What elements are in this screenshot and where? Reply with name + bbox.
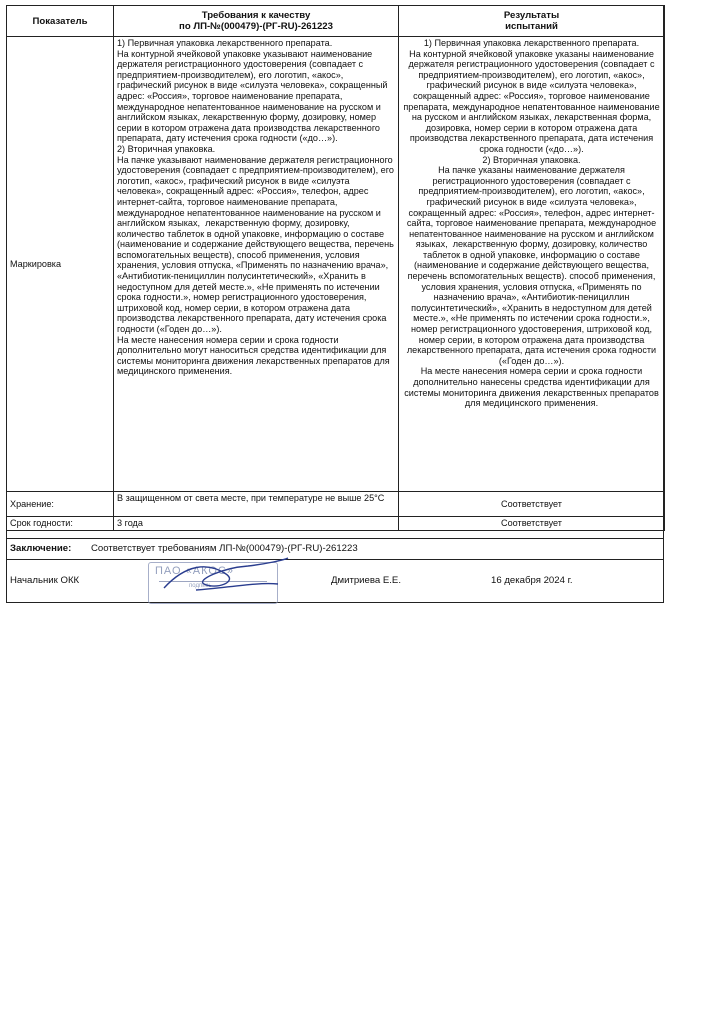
signature-date: 16 декабря 2024 г. <box>491 575 573 586</box>
conclusion-label: Заключение: <box>10 543 72 554</box>
header-requirements: Требования к качеству по ЛП-№(000479)-(РГ-RU)-261223 <box>114 6 399 37</box>
table-row-storage <box>7 492 665 517</box>
signatory-position: Начальник ОКК <box>10 575 80 586</box>
header-results: Результаты испытаний <box>399 6 665 37</box>
quality-table <box>6 5 665 531</box>
marking-label: Маркировка <box>7 37 114 492</box>
conclusion-row <box>6 538 664 560</box>
table-row-marking <box>7 37 665 492</box>
shelf-life-label: Срок годности: <box>7 517 114 531</box>
storage-results: Соответствует <box>399 492 665 517</box>
marking-requirements: 1) Первичная упаковка лекарственного препарата. На контурной ячейковой упаковке указывают наименование держателя регистрационного удостоверения (совпадает с предприятием-производителем), его логотип, «акос», графический рисунок в виде «силуэта человека», сокращенный адрес: «Россия», торговое наименование препарата, международное непатентованное наименование на русском и английском языках, лекарственную форму, дозировку, номер серии в котором отражена дата производства лекарственного препарата, дату истечения срока годности («до…»). 2) Вторичная упаковка. На пачке указывают наименование держателя регистрационного удостоверения (совпадает с предприятием-производителем), его логотип, «акос», графический рисунок в виде «силуэта человека», сокращенный адрес: «Россия», телефон, адрес интернет-сайта, торговое наименование препарата, международное непатентованное наименование на русском и английском языках, лекарственную форму, дозировку, количество таблеток в одной упаковке, информацию о составе (наименование и содержание действующего вещества, перечень вспомогательных веществ), способ применения, условия хранения, условия отпуска, «Применять по назначению врача», «Антибиотик-пенициллин полусинтетический», «Хранить в недоступном для детей месте.», «Не применять по истечении срока годности.», номер регистрационного удостоверения, штриховой код, номер серии, в котором отражена дата производства лекарственного препарата, дату истечения срока годности («Годен до…»). На месте нанесения номера серии и срока годности дополнительно могут наноситься средства идентификации для системы мониторинга движения лекарственных препаратов для медицинского применения. <box>114 37 399 492</box>
shelf-life-requirements: 3 года <box>114 517 399 531</box>
stamp-title: ПАО «АКОС» <box>155 565 234 577</box>
storage-label: Хранение: <box>7 492 114 517</box>
shelf-life-results: Соответствует <box>399 517 665 531</box>
storage-requirements: В защищенном от света месте, при температуре не выше 25°C <box>114 492 399 517</box>
table-row-shelf-life <box>7 517 665 531</box>
signature-row <box>6 565 664 600</box>
signatory-name: Дмитриева Е.Е. <box>331 575 401 586</box>
header-indicator: Показатель <box>7 6 114 37</box>
marking-results: 1) Первичная упаковка лекарственного препарата. На контурной ячейковой упаковке указаны наименование держателя регистрационного удостоверения (совпадает с предприятием-производителем), его логотип, «акос», графический рисунок в виде «силуэта человека», сокращенный адрес: «Россия», торговое наименование препарата, международное непатентованное наименование на русском и английском языках, лекарственная форма, дозировка, номер серии в котором отражена дата производства лекарственного препарата, дата истечения срока годности («до…»). 2) Вторичная упаковка. На пачке указаны наименование держателя регистрационного удостоверения (совпадает с предприятием-производителем), его логотип, «акос», графический рисунок в виде «силуэта человека», сокращенный адрес: «Россия», телефон, адрес интернет-сайта, торговое наименование препарата, международное непатентованное наименование на русском и английском языках, лекарственную форму, дозировку, количество таблеток в одной упаковке, информацию о составе (наименование и содержание действующего вещества, перечень вспомогательных веществ). способ применения, условия хранения, условия отпуска, «Применять по назначению врача», «Антибиотик-пенициллин полусинтетический», «Хранить в недоступном для детей месте.», «Не применять по истечении срока годности.», номер регистрационного удостоверения, штриховой код, номер серии, в котором отражена дата производства лекарственного препарата, дата истечения срока годности («Годен до…»). На месте нанесения номера серии и срока годности дополнительно нанесены средства идентификации для системы мониторинга движения лекарственных препаратов для медицинского применения. <box>399 37 665 492</box>
conclusion-text: Соответствует требованиям ЛП-№(000479)-(РГ-RU)-261223 <box>91 543 358 554</box>
table-header-row <box>7 6 665 37</box>
handwritten-signature <box>156 554 296 604</box>
stamp-subtitle: подпись <box>189 583 212 589</box>
